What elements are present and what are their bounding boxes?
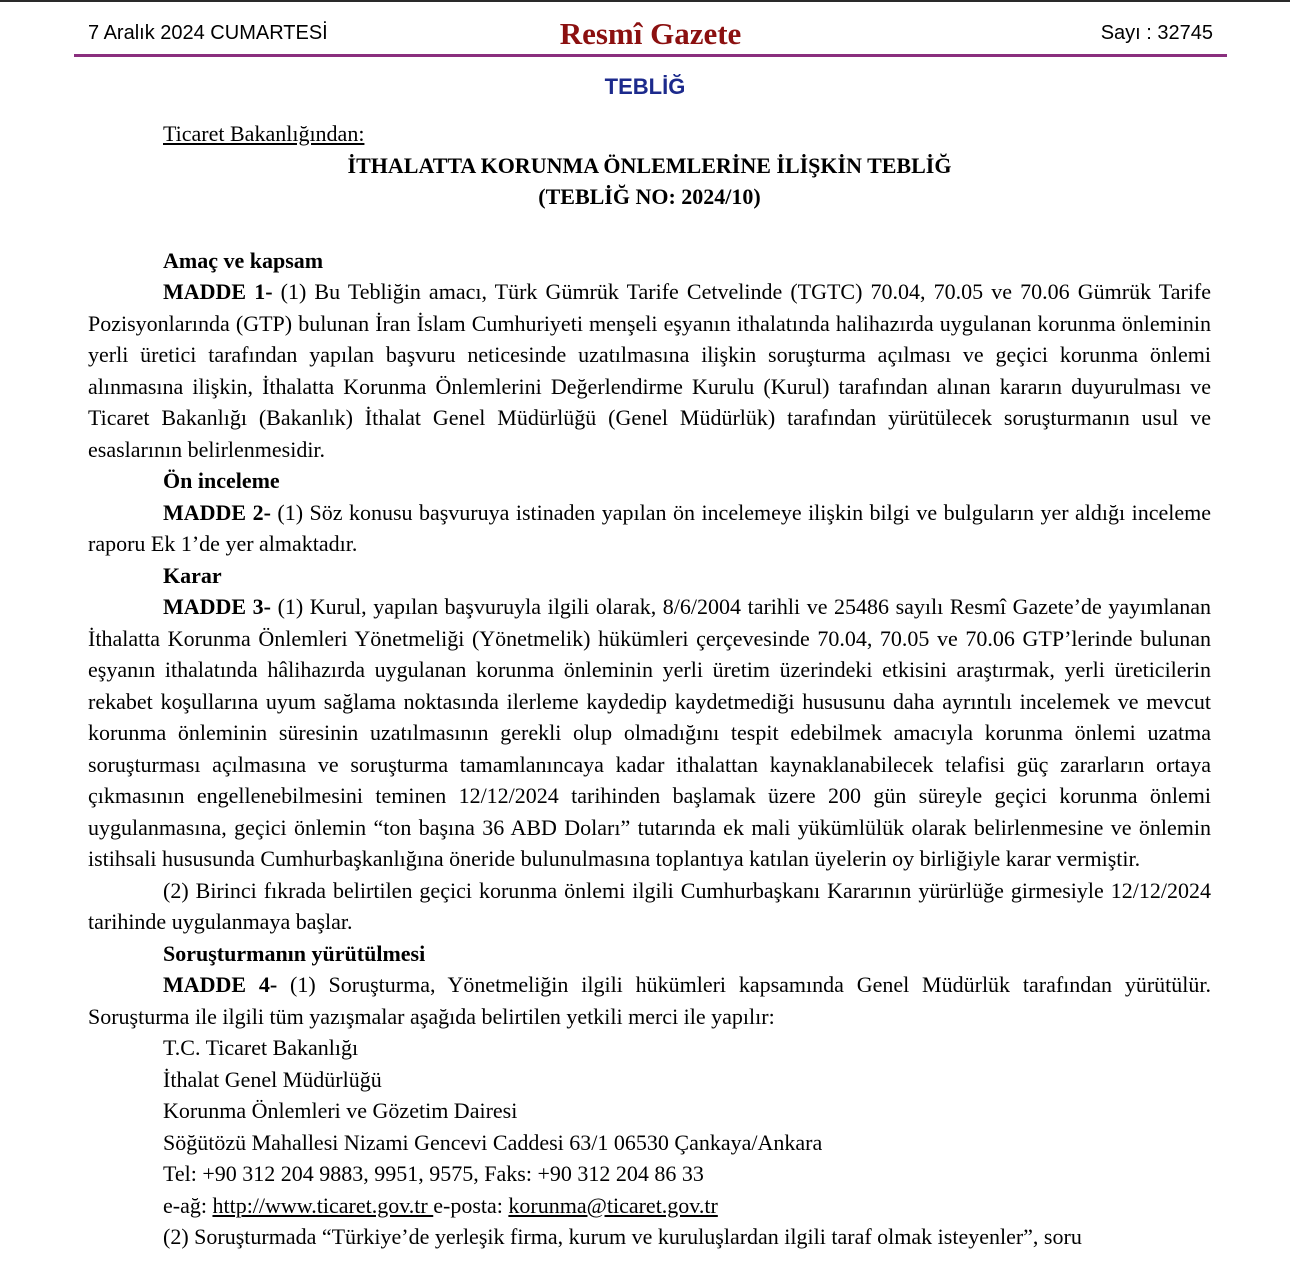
contact-web-email — [88, 1190, 1211, 1222]
article-2-heading: Ön inceleme — [163, 468, 280, 493]
article-3-text: (1) Kurul, yapılan başvuruyla ilgili olarak, 8/6/2004 tarihli ve 25486 sayılı Resmî Gazete’de yayımlanan İthalatta Korunma Önlemleri Yönetmeliği (Yönetmelik) hükümleri çerçevesinde 70.04, 70.05 ve 70.06 GTP’lerinde bulunan eşyanın ithalatında hâlihazırda uygulanan korunma önleminin yerli üretim üzerindeki etkisini araştırmak, yerli üreticilerin rekabet koşullarına uyum sağlama noktasında ilerleme kaydedip kaydetmediği hususunu daha ayrıntılı incelemek ve mevcut korunma önleminin süresinin uzatılmasının gerekli olup olmadığını tespit edebilmek amacıyla korunma önlemi uzatma soruşturması açılmasına ve soruşturma tamamlanıncaya kadar ithalattan kaynaklanabilecek telafisi güç zararların ortaya çıkmasının engellenebilmesini teminen 12/12/2024 tarihinden başlamak üzere 200 gün süreyle geçici korunma önlemi uygulanmasına, geçici önlemin “ton başına 36 ABD Doları” tutarında ek mali yükümlülük olarak belirlenmesine ve önlemin istihsali hususunda Cumhurbaşkanlığına öneride bulunulmasına toplantıya katılan üyelerin oy birliğiyle karar vermiştir. — [88, 594, 1211, 871]
article-4-heading: Soruşturmanın yürütülmesi — [163, 940, 426, 966]
address-line: Korunma Önlemleri ve Gözetim Dairesi — [163, 1098, 518, 1123]
address-line: İthalat Genel Müdürlüğü — [163, 1066, 382, 1092]
spacer — [88, 213, 1211, 245]
issuer: Ticaret Bakanlığından: — [163, 121, 365, 146]
article-2-paragraph — [88, 497, 1211, 560]
article-1-label: MADDE 1- — [163, 279, 273, 304]
section-label: TEBLİĞ — [604, 74, 686, 99]
article-1-paragraph — [88, 276, 1211, 465]
header-divider — [74, 54, 1227, 57]
article-4-label: MADDE 4- — [163, 972, 278, 997]
article-3-label: MADDE 3- — [163, 594, 271, 619]
article-3-heading: Karar — [163, 562, 222, 588]
address-line: T.C. Ticaret Bakanlığı — [163, 1035, 359, 1060]
contact-phone-fax: Tel: +90 312 204 9883, 9951, 9575, Faks: +90 312 204 86 33 — [163, 1161, 704, 1186]
document-number: (TEBLİĞ NO: 2024/10) — [538, 184, 761, 209]
article-3-paragraph-2: (2) Birinci fıkrada belirtilen geçici korunma önlemi ilgili Cumhurbaşkanı Kararının yürürlüğe girmesiyle 12/12/2024 tarihinde uygulanmaya başlar. — [88, 877, 1211, 934]
issue-number: Sayı : 32745 — [1100, 22, 1213, 44]
article-2-label: MADDE 2- — [163, 499, 271, 525]
header-date: 7 Aralık 2024 CUMARTESİ — [88, 22, 328, 44]
article-4-paragraph — [88, 969, 1211, 1032]
article-1-text: (1) Bu Tebliğin amacı, Türk Gümrük Tarife Cetvelinde (TGTC) 70.04, 70.05 ve 70.06 Gümrük Tarife Pozisyonlarında (GTP) bulunan İran İslam Cumhuriyeti menşeli eşyanın ithalatında halihazırda uygulanan korunma önleminin yerli üretici tarafından yapılan başvuru neticesinde uzatılmasına ilişkin soruşturma açılması ve geçici korunma önlemi alınmasına ilişkin, İthalatta Korunma Önlemlerini Değerlendirme Kurulu (Kurul) tarafından alınan kararın duyurulması ve Ticaret Bakanlığı (Bakanlık) İthalat Genel Müdürlüğü (Genel Müdürlük) tarafından yürütülecek soruşturmanın usul ve esaslarının belirlenmesidir. — [88, 279, 1211, 462]
article-2-text: (1) Söz konusu başvuruya istinaden yapılan ön incelemeye ilişkin bilgi ve bulguların yer aldığı inceleme raporu Ek 1’de yer almaktadır. — [88, 499, 1211, 556]
gazette-header — [74, 14, 1227, 54]
document-title: İTHALATTA KORUNMA ÖNLEMLERİNE İLİŞKİN TEBLİĞ — [347, 152, 952, 178]
document-body — [88, 118, 1211, 1253]
article-4-text: (1) Soruşturma, Yönetmeliğin ilgili hükümleri kapsamında Genel Müdürlük tarafından yürütülür. Soruşturma ile ilgili tüm yazışmalar aşağıda belirtilen yetkili merci ile yapılır: — [88, 972, 1212, 1029]
email-link[interactable]: korunma@ticaret.gov.tr — [508, 1192, 718, 1218]
article-3-paragraph — [88, 591, 1211, 875]
top-border — [0, 0, 1290, 2]
article-4-paragraph-2: (2) Soruşturmada “Türkiye’de yerleşik firma, kurum ve kuruluşlardan ilgili taraf olmak isteyenler”, soru — [163, 1224, 1082, 1249]
gazette-title: Resmî Gazete — [559, 16, 742, 51]
address-line: Söğütözü Mahallesi Nizami Gencevi Caddesi 63/1 06530 Çankaya/Ankara — [163, 1129, 823, 1155]
web-label: e-ağ: — [163, 1192, 213, 1218]
email-label: e-posta: — [433, 1192, 509, 1218]
website-link[interactable]: http://www.ticaret.gov.tr — [212, 1192, 434, 1218]
article-1-heading: Amaç ve kapsam — [163, 247, 324, 273]
